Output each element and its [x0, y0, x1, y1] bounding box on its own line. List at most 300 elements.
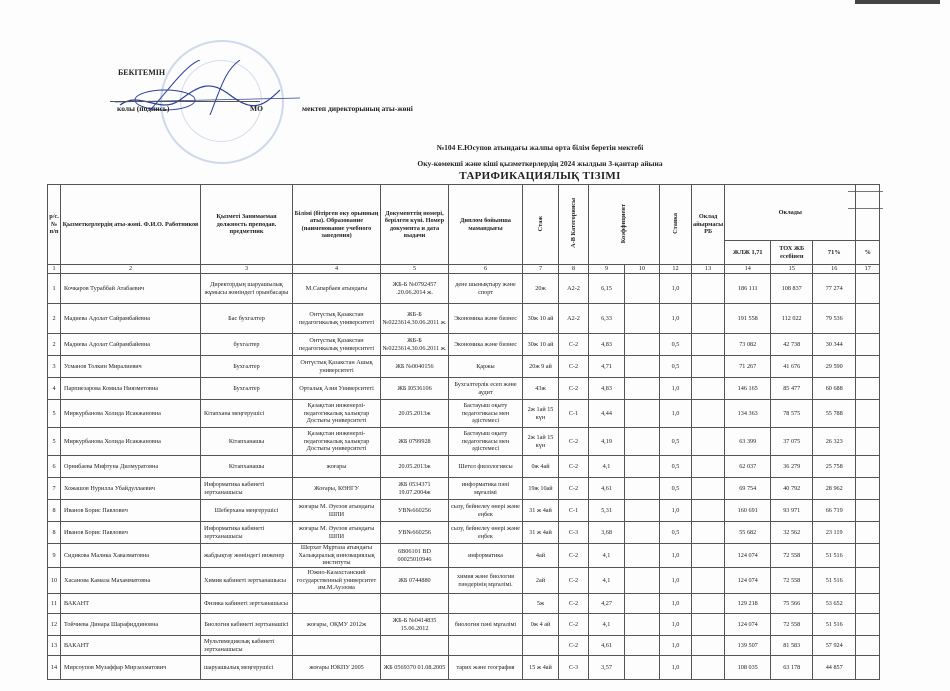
salary-pct — [856, 304, 880, 334]
col-10 — [625, 656, 660, 680]
category: С-1 — [559, 500, 589, 522]
employee-name: Кочкаров Тураббай Атабаевич — [61, 274, 201, 304]
document-number: ЖБ 0744880 — [381, 568, 449, 594]
salary-71: 57 924 — [813, 636, 856, 656]
salary-jlj: 63 399 — [725, 428, 771, 456]
salary-diff — [692, 594, 725, 614]
position: шаруашылық меңгерушісі — [201, 656, 293, 680]
row-number: 7 — [48, 478, 61, 500]
employee-name: Мирсоупов Музаффар Мирзахматович — [61, 656, 201, 680]
diploma-specialty: Шетел филологиясы — [449, 456, 523, 478]
salary-71: 44 857 — [813, 656, 856, 680]
col-10 — [625, 636, 660, 656]
category: С-2 — [559, 428, 589, 456]
salary-71: 66 719 — [813, 500, 856, 522]
category: С-2 — [559, 544, 589, 568]
col-header-category — [559, 185, 589, 265]
column-number: 1 — [48, 265, 61, 274]
salary-pct — [856, 334, 880, 356]
position: Кітапхана меңгерушісі — [201, 400, 293, 428]
experience: 20ж 9 ай — [523, 356, 559, 378]
rate: 1,0 — [660, 304, 692, 334]
education: М.Сапарбаев атындағы — [293, 274, 381, 304]
salary-pct — [856, 378, 880, 400]
salary-jlj: 124 074 — [725, 614, 771, 636]
position: Биология кабинеті зертханашісі — [201, 614, 293, 636]
col-header-experience — [523, 185, 559, 265]
table-row — [48, 456, 880, 478]
employee-name: Мадиева Адолат Сайрамбайевна — [61, 304, 201, 334]
education: Онтүстық Қазакстан педагогикалық университеті — [293, 304, 381, 334]
employee-name: Хожашов Нурилла Убайдуллаевич — [61, 478, 201, 500]
salary-jlj: 62 037 — [725, 456, 771, 478]
rate: 0,5 — [660, 334, 692, 356]
salary-jlj: 124 074 — [725, 544, 771, 568]
salary-diff — [692, 614, 725, 636]
position: Бухгалтер — [201, 356, 293, 378]
salary-tox: 41 676 — [771, 356, 813, 378]
col-header-coefficient-label: Коэффициент — [620, 203, 628, 243]
salary-diff — [692, 304, 725, 334]
experience: 30ж 10 ай — [523, 304, 559, 334]
coefficient: 4,19 — [589, 428, 625, 456]
position: бухгалтер — [201, 334, 293, 356]
col-10 — [625, 500, 660, 522]
col-10 — [625, 614, 660, 636]
row-number: 5 — [48, 400, 61, 428]
category: С-2 — [559, 356, 589, 378]
category: С-2 — [559, 614, 589, 636]
position: жабдықтау жөніндегі инженер — [201, 544, 293, 568]
position: Информатика кабинеті зертханашысы — [201, 522, 293, 544]
salary-diff — [692, 656, 725, 680]
rate: 1,0 — [660, 544, 692, 568]
col-header-tox: ТОХ ЖБ есебінен — [771, 241, 813, 265]
employee-name: Парпиезарова Комила Ниязметовна — [61, 378, 201, 400]
position: Бас бухгалтер — [201, 304, 293, 334]
salary-diff — [692, 428, 725, 456]
salary-jlj: 134 363 — [725, 400, 771, 428]
salary-71: 23 119 — [813, 522, 856, 544]
salary-pct — [856, 544, 880, 568]
col-10 — [625, 428, 660, 456]
document-number: 20.05.2013ж — [381, 456, 449, 478]
col-header-salary-diff: Оклад айырмасы РБ — [692, 185, 725, 265]
col-header-rate — [660, 185, 692, 265]
coefficient: 4,1 — [589, 614, 625, 636]
document-subtitle: Оку-көмекші және кіші қызметкерлердің 2024 жылдын 3-қантар айына — [417, 159, 663, 168]
document-number: ЖБ-Б №0414835 15.06.2012 — [381, 614, 449, 636]
salary-tox: 63 178 — [771, 656, 813, 680]
salary-diff — [692, 378, 725, 400]
employee-name: Иванов Борис Павлович — [61, 500, 201, 522]
position: Кітапханашы — [201, 428, 293, 456]
col-header-diploma: Диплом бойынша мамандығы — [449, 185, 523, 265]
employee-name: Иванов Борис Павлович — [61, 522, 201, 544]
salary-tox: 32 562 — [771, 522, 813, 544]
salary-71: 25 758 — [813, 456, 856, 478]
col-header-category-label: А-В Категориясы — [569, 198, 577, 249]
education: Онтүстық Қазакстан педагогикалық университеті — [293, 334, 381, 356]
salary-tox: 78 575 — [771, 400, 813, 428]
col-header-experience-label: Стаж — [536, 215, 544, 231]
table-row — [48, 500, 880, 522]
coefficient: 3,68 — [589, 522, 625, 544]
experience: 31 ж 4ай — [523, 522, 559, 544]
salary-71: 53 652 — [813, 594, 856, 614]
salary-diff — [692, 400, 725, 428]
education — [293, 594, 381, 614]
document-number: ЖБ-Б №0223614.30.06.2011 ж. — [381, 334, 449, 356]
salary-tox: 108 837 — [771, 274, 813, 304]
salary-pct — [856, 500, 880, 522]
education: жоғары М. Әуезов атындағы ШПИ — [293, 500, 381, 522]
table-row — [48, 636, 880, 656]
salary-jlj: 73 082 — [725, 334, 771, 356]
coefficient: 4,61 — [589, 478, 625, 500]
education — [293, 636, 381, 656]
experience: 15 ж 4ай — [523, 656, 559, 680]
column-number: 17 — [856, 265, 880, 274]
salary-jlj: 129 218 — [725, 594, 771, 614]
salary-jlj: 186 111 — [725, 274, 771, 304]
category: С-1 — [559, 400, 589, 428]
diploma-specialty: Бастауыш оқыту педагогикасы мен әдістемесі — [449, 428, 523, 456]
document-number: ЖБ I0536106 — [381, 378, 449, 400]
rate: 0,5 — [660, 522, 692, 544]
salary-pct — [856, 478, 880, 500]
category: С-2 — [559, 568, 589, 594]
col-10 — [625, 594, 660, 614]
education: жоғары М. Әуезов атындағы ШПИ — [293, 522, 381, 544]
salary-diff — [692, 544, 725, 568]
column-number: 14 — [725, 265, 771, 274]
salary-pct — [856, 428, 880, 456]
table-body — [48, 274, 880, 680]
row-number: 10 — [48, 568, 61, 594]
table-row — [48, 428, 880, 456]
signature-line — [110, 101, 260, 102]
salary-tox: 37 075 — [771, 428, 813, 456]
document-number: ЖБ-Б №0223614.30.06.2011 ж. — [381, 304, 449, 334]
row-number: 13 — [48, 636, 61, 656]
row-number: 2 — [48, 334, 61, 356]
rate: 0,5 — [660, 456, 692, 478]
rate: 1,0 — [660, 568, 692, 594]
document-number: ЖБ 0534371 19.07.2004ж — [381, 478, 449, 500]
table-row — [48, 544, 880, 568]
coefficient: 3,57 — [589, 656, 625, 680]
diploma-specialty: Бухгалтерлік есеп және аудит — [449, 378, 523, 400]
position: Директордың шаруашылық жұмысы жөніндегі орынбасары — [201, 274, 293, 304]
col-10 — [625, 478, 660, 500]
column-number: 2 — [61, 265, 201, 274]
row-number: 14 — [48, 656, 61, 680]
experience: 30ж 10 ай — [523, 334, 559, 356]
experience: 0ж 4ай — [523, 456, 559, 478]
document-number: ЖБ 0569370 01.08.2005 — [381, 656, 449, 680]
rate: 1,0 — [660, 400, 692, 428]
column-number-row — [48, 265, 880, 274]
category: С-3 — [559, 522, 589, 544]
experience: 43ж — [523, 378, 559, 400]
col-header-num: р/с.№ п/п — [48, 185, 61, 265]
salary-diff — [692, 636, 725, 656]
experience: 31 ж 4ай — [523, 500, 559, 522]
salary-tox: 42 738 — [771, 334, 813, 356]
salary-diff — [692, 478, 725, 500]
salary-diff — [692, 568, 725, 594]
coefficient: 6,33 — [589, 304, 625, 334]
approve-label: БЕКІТЕМІН — [118, 68, 166, 77]
seal-label: МО — [250, 104, 263, 113]
row-number: 9 — [48, 544, 61, 568]
salary-tox: 72 558 — [771, 568, 813, 594]
row-number: 3 — [48, 356, 61, 378]
rate: 1,0 — [660, 636, 692, 656]
director-label: мектеп директорының аты-жөні — [302, 104, 413, 113]
salary-tox: 75 566 — [771, 594, 813, 614]
rate: 1,0 — [660, 274, 692, 304]
salary-jlj: 69 754 — [725, 478, 771, 500]
coefficient: 4,1 — [589, 544, 625, 568]
column-number: 12 — [660, 265, 692, 274]
document-number: УВ№660256 — [381, 500, 449, 522]
col-header-document: Документтің номері, берілген күні. Номер документа и дата выдачи — [381, 185, 449, 265]
column-number: 5 — [381, 265, 449, 274]
coefficient: 4,71 — [589, 356, 625, 378]
diploma-specialty: дене шынықтыру және спорт — [449, 274, 523, 304]
document-number: 6В06101 BD 00025010946 — [381, 544, 449, 568]
diploma-specialty: биология пәні мұғалімі — [449, 614, 523, 636]
salary-71: 51 516 — [813, 544, 856, 568]
salary-71: 30 344 — [813, 334, 856, 356]
school-name: №104 Е.Юсупов атындағы жалпы орта білім беретін мектебі — [436, 143, 644, 152]
education: Южно-Казахстанский государственный университет им.М.Ауэзова — [293, 568, 381, 594]
salary-jlj: 160 691 — [725, 500, 771, 522]
salary-tox: 112 022 — [771, 304, 813, 334]
experience — [523, 636, 559, 656]
position: Физика кабинеті зертханашысы — [201, 594, 293, 614]
column-number: 16 — [813, 265, 856, 274]
salary-jlj: 146 165 — [725, 378, 771, 400]
col-header-education: Білімі (бітірген оку орынның аты). Образование (наименование учебного заведения) — [293, 185, 381, 265]
position: Бухгалтер — [201, 378, 293, 400]
table-row — [48, 334, 880, 356]
column-number: 13 — [692, 265, 725, 274]
diploma-specialty: сызу, бейнелеу өнері және еңбек — [449, 500, 523, 522]
diploma-specialty: тарих және география — [449, 656, 523, 680]
col-header-pct: % — [856, 241, 880, 265]
col-header-rate-label: Ставка — [671, 212, 679, 234]
salary-jlj: 191 558 — [725, 304, 771, 334]
table-row — [48, 304, 880, 334]
rate: 1,0 — [660, 594, 692, 614]
row-number: 8 — [48, 500, 61, 522]
salary-tox: 85 477 — [771, 378, 813, 400]
salary-71: 28 962 — [813, 478, 856, 500]
column-number: 3 — [201, 265, 293, 274]
document-number: 20.05.2013ж — [381, 400, 449, 428]
salary-71: 60 688 — [813, 378, 856, 400]
diploma-specialty: информатика пәні мұғалімі — [449, 478, 523, 500]
salary-jlj: 71 267 — [725, 356, 771, 378]
row-number: 6 — [48, 456, 61, 478]
signature-label: колы (подпись) — [117, 104, 170, 113]
table-row — [48, 594, 880, 614]
employee-name: ВАКАНТ — [61, 636, 201, 656]
salary-pct — [856, 456, 880, 478]
salary-jlj: 108 035 — [725, 656, 771, 680]
table-row — [48, 522, 880, 544]
education: Қазақстан инженерлі-педагогикалық халықтар Достығы университеті — [293, 400, 381, 428]
salary-pct — [856, 636, 880, 656]
diploma-specialty: химия және биология пәндерінің мұғалімі. — [449, 568, 523, 594]
salary-71: 26 323 — [813, 428, 856, 456]
document-number: УВ№660256 — [381, 522, 449, 544]
coefficient: 4,27 — [589, 594, 625, 614]
col-header-jlj: ЖЛЖ 1,71 — [725, 241, 771, 265]
employee-name: Сидикова Малика Хавазматовна — [61, 544, 201, 568]
experience: 19ж 10ай — [523, 478, 559, 500]
education: жоғары ЮКПУ 2005 — [293, 656, 381, 680]
table-row — [48, 478, 880, 500]
coefficient: 4,83 — [589, 378, 625, 400]
salary-71: 51 516 — [813, 614, 856, 636]
salary-tox: 81 583 — [771, 636, 813, 656]
page-edge-mark — [855, 0, 940, 4]
col-10 — [625, 568, 660, 594]
salary-diff — [692, 522, 725, 544]
salary-pct — [856, 594, 880, 614]
education: Орталық Азия Университеті — [293, 378, 381, 400]
col-header-71: 71% — [813, 241, 856, 265]
document-number: ЖБ 0799928 — [381, 428, 449, 456]
table-row — [48, 274, 880, 304]
experience: 2ай — [523, 568, 559, 594]
diploma-specialty — [449, 636, 523, 656]
salary-71: 51 516 — [813, 568, 856, 594]
salary-pct — [856, 568, 880, 594]
col-10 — [625, 274, 660, 304]
salary-tox: 36 279 — [771, 456, 813, 478]
education: жоғары — [293, 456, 381, 478]
salary-71: 29 590 — [813, 356, 856, 378]
col-10 — [625, 378, 660, 400]
salary-diff — [692, 334, 725, 356]
coefficient: 4,61 — [589, 636, 625, 656]
experience: 0ж 4 ай — [523, 614, 559, 636]
salary-diff — [692, 500, 725, 522]
employee-name: Усманов Толкин Миралиевич — [61, 356, 201, 378]
category: С-2 — [559, 456, 589, 478]
col-10 — [625, 400, 660, 428]
col-10 — [625, 304, 660, 334]
rate: 1,0 — [660, 500, 692, 522]
position: Мультимедиялық кабинеті зертханашысы — [201, 636, 293, 656]
col-header-name: Қызметкерлердің аты-жөні. Ф.И.О. Работников — [61, 185, 201, 265]
row-number: 11 — [48, 594, 61, 614]
coefficient: 4,1 — [589, 568, 625, 594]
category: С-3 — [559, 656, 589, 680]
col-10 — [625, 544, 660, 568]
col-10 — [625, 334, 660, 356]
salary-tox: 72 558 — [771, 544, 813, 568]
diploma-specialty: информатика — [449, 544, 523, 568]
column-number: 8 — [559, 265, 589, 274]
position: Информатика кабинеті зертханашысы — [201, 478, 293, 500]
diploma-specialty: Экономика және бизнес — [449, 334, 523, 356]
employee-name: ВАКАНТ — [61, 594, 201, 614]
category: С-2 — [559, 378, 589, 400]
salary-pct — [856, 522, 880, 544]
salary-pct — [856, 274, 880, 304]
position: Шеберхана меңгерушісі — [201, 500, 293, 522]
rate: 1,0 — [660, 614, 692, 636]
document-number: ЖБ-Б №0792457 .20.06.2014 ж. — [381, 274, 449, 304]
row-number: 8 — [48, 522, 61, 544]
coefficient: 4,1 — [589, 456, 625, 478]
row-number: 1 — [48, 274, 61, 304]
category: А2-2 — [559, 274, 589, 304]
category: С-2 — [559, 478, 589, 500]
col-header-blank — [856, 185, 880, 241]
salary-pct — [856, 656, 880, 680]
employee-name: Тойчиева Динара Шарафиддиновна — [61, 614, 201, 636]
education: Шерхат Мұртаза атындағы Халықаралық инновациялық институты — [293, 544, 381, 568]
col-10 — [625, 356, 660, 378]
diploma-specialty: Экономика және бизнес — [449, 304, 523, 334]
salary-71: 77 274 — [813, 274, 856, 304]
experience: 5ж — [523, 594, 559, 614]
coefficient: 5,31 — [589, 500, 625, 522]
rate: 1,0 — [660, 656, 692, 680]
category: С-2 — [559, 594, 589, 614]
education: Онтүстық Қазакстан Ашық университеті — [293, 356, 381, 378]
experience: 4ай — [523, 544, 559, 568]
employee-name: Хасанова Камала Махамматовна — [61, 568, 201, 594]
tarification-table — [47, 184, 880, 680]
document-number — [381, 636, 449, 656]
table-row — [48, 568, 880, 594]
experience: 2ж 1ай 15 күн — [523, 400, 559, 428]
salary-jlj: 139 507 — [725, 636, 771, 656]
row-number: 4 — [48, 378, 61, 400]
rate: 0,5 — [660, 478, 692, 500]
col-10 — [625, 456, 660, 478]
column-number: 4 — [293, 265, 381, 274]
diploma-specialty — [449, 594, 523, 614]
education: Қазақстан инженерлі-педагогикалық халықтар Достығы университеті — [293, 428, 381, 456]
rate: 0,5 — [660, 356, 692, 378]
column-number: 15 — [771, 265, 813, 274]
col-header-salaries: Оклады — [725, 185, 856, 241]
coefficient: 6,15 — [589, 274, 625, 304]
col-header-position: Қызметі Занимаемая должность преподав. предметник — [201, 185, 293, 265]
table-row — [48, 656, 880, 680]
document-title: ТАРИФИКАЦИЯЛЫҚ ТІЗІМІ — [459, 170, 621, 182]
salary-jlj: 55 682 — [725, 522, 771, 544]
column-number: 10 — [625, 265, 660, 274]
diploma-specialty: Бастауыш оқыту педагогикасы мен әдістемесі — [449, 400, 523, 428]
position: Кітапханашы — [201, 456, 293, 478]
diploma-specialty: Қаржы — [449, 356, 523, 378]
column-number: 6 — [449, 265, 523, 274]
rate: 0,5 — [660, 428, 692, 456]
salary-tox: 72 558 — [771, 614, 813, 636]
category: С-2 — [559, 334, 589, 356]
education: жоғары, ОҚМУ 2012ж — [293, 614, 381, 636]
